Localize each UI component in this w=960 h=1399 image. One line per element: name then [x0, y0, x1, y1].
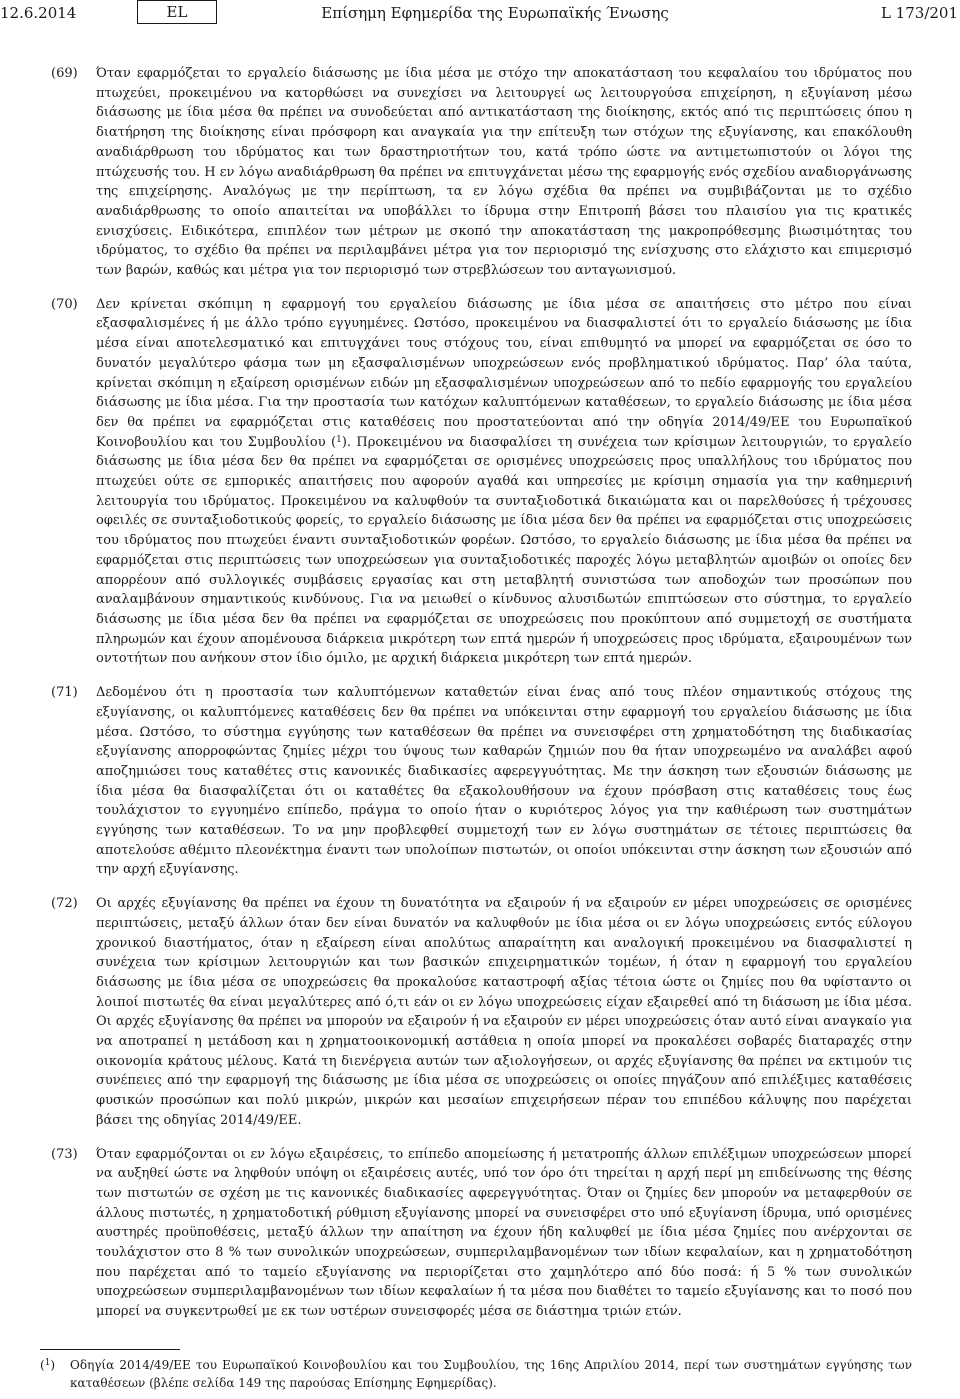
recital-text-part: Δεν κρίνεται σκόπιμη η εφαρμογή του εργαλείου διάσωσης με ίδια μέσα σε απαιτήσεις στο μέτρο που είναι εξασφαλισμένες ή με άλλο τρόπο εγγυημένες. Ωστόσο, προκειμένου να διασφαλιστεί ότι το εργαλείο διάσωσης με ίδια μέσα είναι αποτελεσματικό και επιτυγχάνει τους στόχους του, είναι επιθυμητό να μπορεί να εφαρμόζεται σε όσο το δυνατόν μεγαλύτερο φάσμα των μη εξασφαλισμένων υποχρεώσεων ενός προβληματικού ιδρύματος. Παρ’ όλα ταύτα, κρίνεται σκόπιμη η εξαίρεση ορισμένων ειδών μη εξασφαλισμένων υποχρεώσεων από το πεδίο εφαρμογής του εργαλείου διάσωσης με ίδια μέσα. Για την προστασία των κατόχων καλυπτόμενων καταθέσεων, το εργαλείο διάσωσης με ίδια μέσα δεν θα πρέπει να εφαρμόζεται στις καταθέσεις που προστατεύονται από την οδηγία 2014/49/ΕΕ του Ευρωπαϊκού Κοινοβουλίου και του Συμβουλίου (	[96, 296, 912, 450]
page-reference: L 173/201	[880, 4, 958, 22]
recital-number: (72)	[51, 896, 78, 912]
journal-title: Επίσημη Εφημερίδα της Ευρωπαϊκής Ένωσης	[321, 4, 669, 22]
language-badge: EL	[137, 0, 217, 24]
recital-text: Οι αρχές εξυγίανσης θα πρέπει να έχουν τη δυνατότητα να εξαιρούν ή να εξαιρούν εν μέρει υποχρεώσεις σε ορισμένες περιπτώσεις, μεταξύ άλλων όταν δεν είναι δυνατόν να καλυφθούν με ίδια μέσα οι εν λόγω υποχρεώσεις εντός εύλογου χρονικού διαστήματος, όταν η εξαίρεση είναι απολύτως απαραίτητη και αναλογική προκειμένου να διασφαλιστεί η συνέχεια των κρίσιμων λειτουργιών και των βασικών επιχειρηματικών τομέων, ή όταν η εφαρμογή του εργαλείου διάσωσης με ίδια μέσα σε υποχρεώσεις θα προκαλούσε καταστροφή αξίας τέτοια ώστε οι ζημίες που θα υφίσταντο οι λοιποί πιστωτές θα είναι μεγαλύτερες από ό,τι εάν οι εν λόγω υποχρεώσεις είχαν εξαιρεθεί από τη διάσωση με ίδια μέσα. Οι αρχές εξυγίανσης θα πρέπει να μπορούν να εξαιρούν ή να εξαιρούν εν μέρει υποχρεώσεις όταν αυτό είναι αναγκαίο για να αποτραπεί η μετάδοση και η χρηματοοικονομική αστάθεια η οποία μπορεί να προκαλέσει σοβαρές διαταραχές στην οικονομία κράτους μέλους. Κατά τη διενέργεια αυτών των αξιολογήσεων, οι αρχές εξυγίανσης θα πρέπει να εκτιμούν τις συνέπειες από την εφαρμογή της διάσωσης με ίδια μέσα σε υποχρεώσεις οι οποίες πηγάζουν από επιλέξιμες καταθέσεις φυσικών προσώπων και πολύ μικρών, μικρών και μεσαίων επιχειρήσεων πέραν του επιπέδου κάλυψης που παρέχεται βάσει της οδηγίας 2014/49/ΕΕ.	[96, 896, 912, 1128]
recital-70	[0, 295, 960, 669]
footnote	[40, 1356, 912, 1392]
footnote-divider	[40, 1349, 180, 1350]
recital-71	[0, 683, 960, 880]
recital-number: (71)	[51, 685, 78, 701]
publication-date: 12.6.2014	[0, 4, 77, 22]
recital-number: (73)	[51, 1146, 78, 1162]
recital-number: (69)	[51, 66, 78, 81]
recital-72	[0, 894, 960, 1130]
footnote-mark-number: 1	[44, 1358, 51, 1368]
recital-text: Όταν εφαρμόζονται οι εν λόγω εξαιρέσεις, το επίπεδο απομείωσης ή μετατροπής άλλων επιλέξιμων υποχρεώσεων μπορεί να αυξηθεί ώστε να ληφθούν υπόψη οι εξαιρέσεις αυτές, υπό τον όρο ότι τηρείται η αρχή περί μη επιδείνωσης της θέσης των πιστωτών σε σχέση με τις κανονικές διαδικασίες αφερεγγυότητας. Όταν οι ζημίες δεν μπορούν να μεταφερθούν σε άλλους πιστωτές, η χρηματοδοτική ρύθμιση εξυγίανσης μπορεί να συνεισφέρει στο υπό εξυγίανση ίδρυμα, υπό ορισμένες αυστηρές προϋποθέσεις, μεταξύ άλλων την απαίτηση να έχουν ήδη καλυφθεί με ίδια μέσα ζημίες που ανέρχονται σε τουλάχιστον στο 8 % των συνολικών υποχρεώσεων, συμπεριλαμβανομένων των ιδίων κεφαλαίων, και η χρηματοδότηση που παρέχεται από το ταμείο εξυγίανσης να περιορίζεται στο χαμηλότερο από δύο ποσά: ή 5 % των συνολικών υποχρεώσεων συμπεριλαμβανομένων των ιδίων κεφαλαίων ή τα μέσα που διαθέτει το ταμείο εξυγίανσης και το ποσό που μπορεί να συγκεντρωθεί με εκ των υστέρων συνεισφορές μέσα σε διάστημα τριών ετών.	[96, 1146, 912, 1320]
footnote-mark: ($^1$)	[40, 1358, 56, 1372]
recital-text	[96, 295, 912, 669]
recital-69	[0, 64, 960, 281]
recital-text: Δεδομένου ότι η προστασία των καλυπτόμενων καταθετών είναι ένας από τους πλέον σημαντικούς στόχους της εξυγίανσης, οι καλυπτόμενες καταθέσεις δεν θα πρέπει να υπόκεινται στην εφαρμογή του εργαλείου διάσωσης με ίδια μέσα. Ωστόσο, το σύστημα εγγύησης των καταθέσεων θα πρέπει να συνεισφέρει στη χρηματοδότηση της διαδικασίας εξυγίανσης απορροφώντας ζημίες μέχρι του ύψους των καθαρών ζημιών που θα ήταν υποχρεωμένο να αναλάβει αφού αποζημιώσει τους καταθέτες στις κανονικές διαδικασίες αφερεγγυότητας. Με την άσκηση των εξουσιών διάσωσης με ίδια μέσα θα διασφαλίζεται ότι οι καταθέτες θα εξακολουθήσουν να έχουν πρόσβαση στις καταθέσεις τους έως τουλάχιστον το εγγυημένο επίπεδο, πράγμα το οποίο ήταν ο κυριότερος λόγος για την καθιέρωση των συστημάτων εγγύησης των καταθέσεων. Το να μην προβλεφθεί συμμετοχή των εν λόγω συστημάτων σε τέτοιες περιπτώσεις θα αποτελούσε αθέμιτο πλεονέκτημα έναντι των υπολοίπων πιστωτών, οι οποίοι υπόκεινται στην άσκηση των εξουσιών από την αρχή εξυγίανσης.	[96, 685, 912, 878]
recital-text: Όταν εφαρμόζεται το εργαλείο διάσωσης με ίδια μέσα με στόχο την αποκατάσταση του κεφαλαίου του ιδρύματος που πτωχεύει, προκειμένου να κατορθώσει να συνεχίσει να λειτουργεί ως λειτουργούσα επιχείρηση, η εξυγίανση μέσω διάσωσης με ίδια μέσα θα πρέπει να συνοδεύεται από αντικατάσταση της διοίκησης, εκτός από τις περιπτώσεις όπου η διατήρηση της διοίκησης είναι πρόσφορη και αναγκαία για την επίτευξη των στόχων της εξυγίανσης, και επακόλουθη αναδιάρθρωση του ιδρύματος και των δραστηριοτήτων του, κατά τρόπο ώστε να αντιμετωπιστούν οι λόγοι της πτώχευσής του. Η εν λόγω αναδιάρθρωση θα πρέπει να επιτυγχάνεται μέσω της εφαρμογής ενός σχεδίου αναδιοργάνωσης της επιχείρησης. Αναλόγως με την περίπτωση, τα εν λόγω σχέδια θα πρέπει να συμβιβάζονται με το σχέδιο αναδιάρθρωσης το οποίο απαιτείται να υποβάλλει το ίδρυμα στην Επιτροπή βάσει του πλαισίου για τις κρατικές ενισχύσεις. Ειδικότερα, επιπλέον των μέτρων με σκοπό την αποκατάσταση της μακροπρόθεσμης βιωσιμότητας του ιδρύματος, το σχέδιο θα πρέπει να περιλαμβάνει μέτρα για τον περιορισμό της ενίσχυσης στο ελάχιστο και επιμερισμό των βαρών, καθώς και μέτρα για τον περιορισμό των στρεβλώσεων του ανταγωνισμού.	[96, 66, 912, 279]
footnote-reference[interactable]: 1	[336, 434, 342, 445]
recital-text-part: ). Προκειμένου να διασφαλίσει τη συνέχεια των κρίσιμων λειτουργιών, το εργαλείο διάσωσης με ίδια μέσα δεν θα πρέπει να εφαρμόζεται σε ορισμένες υποχρεώσεις προς υπαλλήλους του ιδρύματος που πτωχεύει ούτε σε εμπορικές απαιτήσεις που αφορούν αγαθά και υπηρεσίες με κρίσιμη σημασία για την καθημερινή λειτουργία του ιδρύματος. Προκειμένου να καλυφθούν τα συνταξιοδοτικά δικαιώματα και οι παρελθούσες ή τρέχουσες οφειλές σε συνταξιοδοτικούς φορείς, το εργαλείο διάσωσης με ίδια μέσα δεν θα πρέπει να εφαρμόζεται στις υποχρεώσεις του ιδρύματος που πτωχεύει έναντι συνταξιοδοτικών φορέων. Ωστόσο, το εργαλείο διάσωσης με ίδια μέσα θα πρέπει να εφαρμόζεται στις περιπτώσεις των υποχρεώσεων για συνταξιοδοτικές παροχές λόγω μεταβλητών αμοιβών οι οποίες δεν απορρέουν από συλλογικές συμβάσεις εργασίας και στη μεταβλητή συνιστώσα των αποδοχών των προσώπων που αναλαμβάνουν σημαντικούς κινδύνους. Για να μειωθεί ο κίνδυνος αλυσιδωτών επιπτώσεων στο σύστημα, το εργαλείο διάσωσης με ίδια μέσα δεν θα πρέπει να εφαρμόζεται σε υποχρεώσεις που προκύπτουν από συμμετοχή σε συστήματα πληρωμών και έχουν απομένουσα διάρκεια μικρότερη των επτά ημερών ή υποχρεώσεις προς ιδρύματα, εξαιρουμένων των οντοτήτων που ανήκουν στον ίδιο όμιλο, με αρχική διάρκεια μικρότερη των επτά ημερών.	[96, 434, 912, 667]
recital-73	[0, 1145, 960, 1322]
recital-number: (70)	[51, 296, 78, 312]
page-header	[0, 0, 960, 40]
footnote-text: Οδηγία 2014/49/ΕΕ του Ευρωπαϊκού Κοινοβουλίου και του Συμβουλίου, της 16ης Απριλίου 2014, περί των συστημάτων εγγύησης των καταθέσεων (βλέπε σελίδα 149 της παρούσας Επίσημης Εφημερίδας).	[70, 1358, 912, 1390]
recitals-body	[0, 64, 960, 1336]
